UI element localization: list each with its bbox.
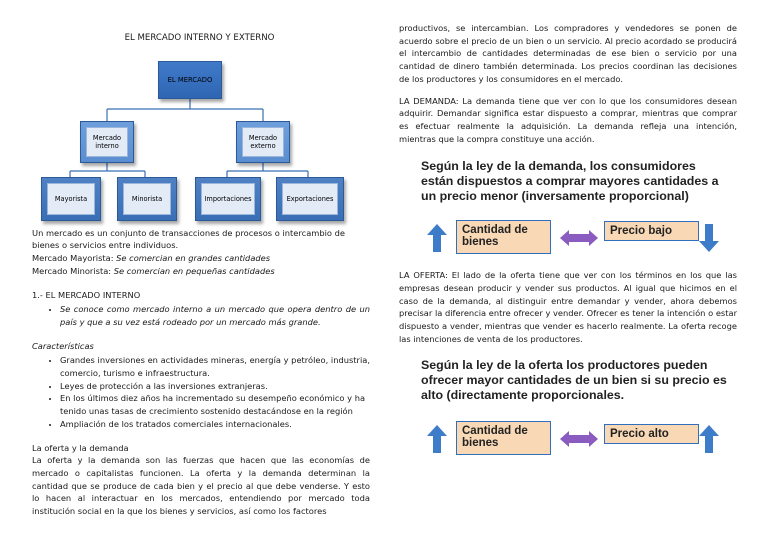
minorista-definition: Mercado Minorista: Se comercian en pequeñas cantidades	[32, 265, 275, 276]
arrow-up-icon	[427, 224, 447, 252]
double-arrow-icon	[560, 431, 598, 447]
list-item: • Leyes de protección a las inversiones extranjeras.	[60, 380, 370, 393]
demand-paragraph: LA DEMANDA: La demanda tiene que ver con lo que los consumidores desean adquirir. Demandar significa estar dispuesto a comprar, mientras que comprar es efectuar realmente la adquisición. La demanda refleja una intención, mientras que la compra constituye una acción.	[399, 95, 737, 144]
list-item: • Ampliación de los tratados comerciales internacionales.	[60, 418, 370, 431]
list-item: • Grandes inversiones en actividades mineras, energía y petróleo, industria, comercio, turismo e infraestructura.	[60, 354, 370, 379]
right-column	[399, 22, 737, 457]
offer-demand-heading: La oferta y la demanda	[32, 442, 129, 453]
document-title: EL MERCADO INTERNO Y EXTERNO	[124, 33, 275, 43]
left-column	[32, 32, 370, 518]
continuation-paragraph: productivos, se intercambian. Los compradores y vendedores se ponen de acuerdo sobre el precio de un bien o un servicio. Al precio acordado se producirá el intercambio de cantidades determinadas de ese bien o servicio por una cantidad de dinero también determinada. Los precios coordinan las decisiones de los productores y los consumidores en el mercado.	[399, 23, 737, 84]
offer-demand-paragraph: La oferta y la demanda son las fuerzas que hacen que las economías de mercado o capitalistas funcionen. La oferta y la demanda determinan la cantidad que se produce de cada bien y el precio al que debe venderse. Y esto lo hacen al interactuar en los mercados, entendiendo por mercado toda institución social en la que los bienes y servicios, así como los factores	[32, 455, 370, 517]
list-item: • En los últimos diez años ha incrementado su desempeño económico y ha tenido unas tasas de crecimiento sostenido destacándose en la región	[60, 392, 370, 417]
mercado-interno-list	[32, 303, 370, 328]
arrow-down-icon	[699, 224, 719, 252]
node-mercado-interno: Mercado interno	[80, 121, 134, 163]
offer-paragraph: LA OFERTA: El lado de la oferta tiene que ver con los términos en los que las empresas desean producir y vender sus productos. Al igual que hicimos en el caso de la demanda, al distinguir entre demandar y vender, ahora debemos precisar la diferencia entre ofrecer y vender. Ofrecer es tener la intención o estar dispuesto a vender, mientras que vender es hacerlo realmente. La oferta recoge las intenciones de venta de los productores.	[399, 270, 737, 344]
market-diagram	[32, 49, 370, 227]
offer-law-banner: Según la ley de la oferta los productores pueden ofrecer mayor cantidades de un bien si su precio es alto (directamente proporcionales.	[421, 357, 727, 402]
node-minorista: Minorista	[117, 177, 177, 221]
mayorista-definition: Mercado Mayorista: Se comercian en grandes cantidades	[32, 253, 271, 264]
arrow-up-icon	[427, 425, 447, 453]
node-importaciones: Importaciones	[195, 177, 261, 221]
node-mayorista: Mayorista	[41, 177, 101, 221]
demand-quantity-box: Cantidad de bienes	[456, 220, 551, 254]
list-item: • Se conoce como mercado interno a un mercado que opera dentro de un país y que a su vez está rodeado por un mercado más grande.	[60, 303, 370, 328]
section-heading-mercado-interno: 1.- EL MERCADO INTERNO	[32, 289, 141, 300]
market-definition: Un mercado es un conjunto de transacciones de procesos o intercambio de bienes o servicios entre individuos.	[32, 227, 346, 251]
offer-relationship-row	[399, 419, 737, 457]
node-el-mercado: EL MERCADO	[158, 61, 222, 99]
demand-relationship-row	[399, 218, 737, 256]
node-exportaciones: Exportaciones	[276, 177, 344, 221]
characteristics-heading: Características	[32, 340, 94, 351]
demand-price-box: Precio bajo	[604, 221, 699, 241]
characteristics-list	[32, 354, 370, 430]
offer-price-box: Precio alto	[604, 424, 699, 444]
double-arrow-icon	[560, 230, 598, 246]
node-mercado-externo: Mercado externo	[236, 121, 290, 163]
arrow-up-icon	[699, 425, 719, 453]
offer-quantity-box: Cantidad de bienes	[456, 421, 551, 455]
demand-law-banner: Según la ley de la demanda, los consumidores están dispuestos a comprar mayores cantidades a un precio menor (inversamente proporcional)	[421, 159, 719, 204]
